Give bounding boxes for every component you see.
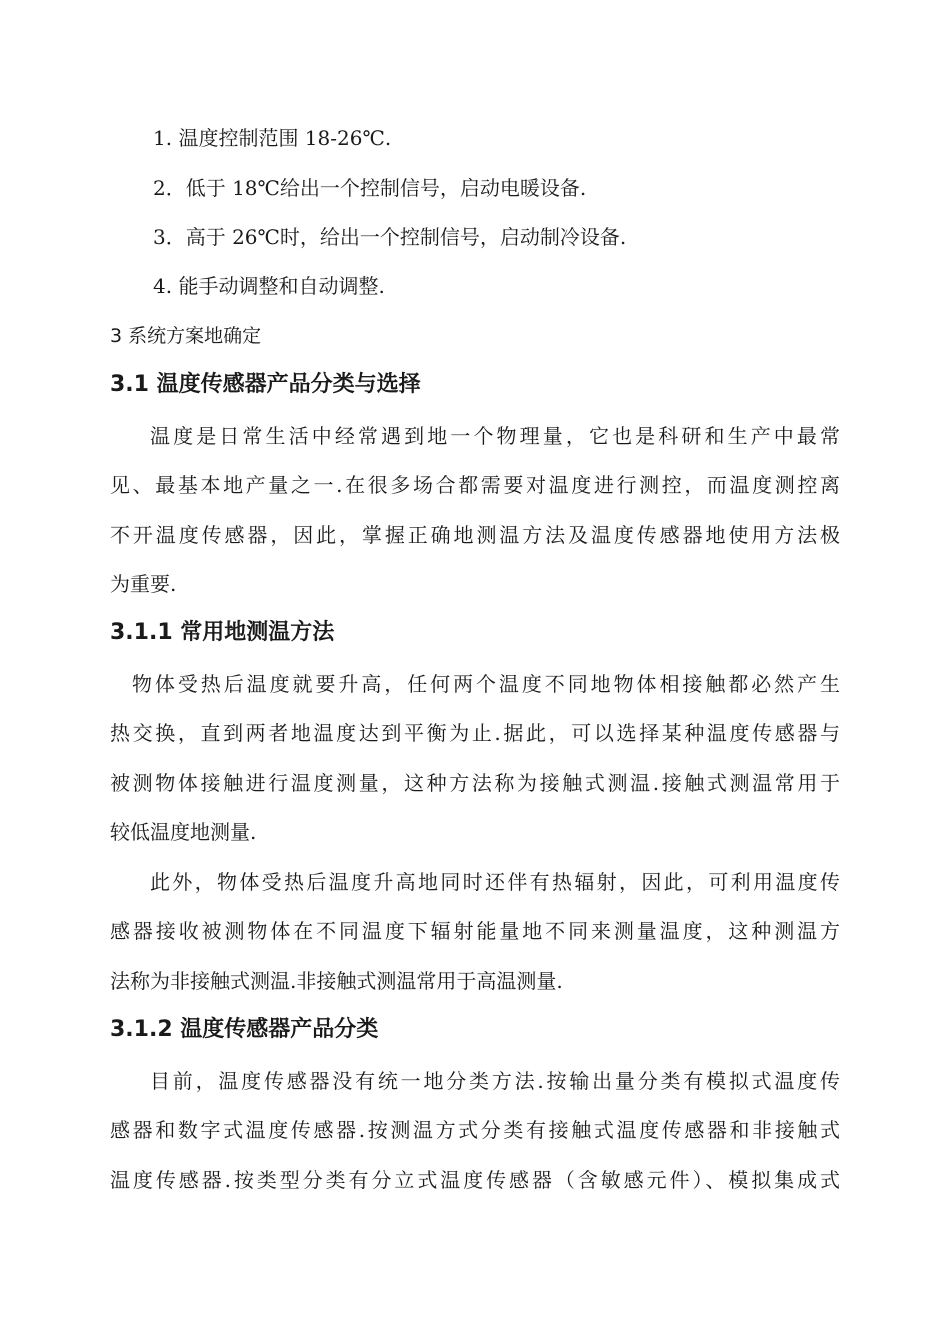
paragraph-line: 温度是日常生活中经常遇到地一个物理量，它也是科研和生产中最常	[150, 424, 840, 448]
paragraph-line: 较低温度地测量.	[110, 820, 257, 844]
paragraph-line: 为重要.	[110, 572, 177, 596]
paragraph-line: 温度传感器.按类型分类有分立式温度传感器（含敏感元件）、模拟集成式	[110, 1168, 840, 1192]
list-item-4: 4. 能手动调整和自动调整.	[153, 274, 385, 298]
list-item-3: 3．高于 26℃时，给出一个控制信号，启动制冷设备.	[153, 225, 627, 249]
section-3-1-1-heading: 3.1.1 常用地测温方法	[110, 620, 335, 645]
section-3-title: 3 系统方案地确定	[110, 325, 262, 347]
section-3-1-heading: 3.1 温度传感器产品分类与选择	[110, 372, 421, 397]
paragraph-line: 法称为非接触式测温.非接触式测温常用于高温测量.	[110, 969, 563, 993]
paragraph-line: 见、最基本地产量之一.在很多场合都需要对温度进行测控，而温度测控离	[110, 473, 840, 497]
list-item-1: 1. 温度控制范围 18-26℃.	[153, 126, 392, 150]
paragraph-line: 被测物体接触进行温度测量，这种方法称为接触式测温.接触式测温常用于	[110, 771, 840, 795]
paragraph-line: 感器和数字式温度传感器.按测温方式分类有接触式温度传感器和非接触式	[110, 1118, 840, 1142]
paragraph-line: 目前，温度传感器没有统一地分类方法.按输出量分类有模拟式温度传	[150, 1069, 840, 1093]
list-item-2: 2．低于 18℃给出一个控制信号，启动电暖设备.	[153, 176, 587, 200]
paragraph-line: 不开温度传感器，因此，掌握正确地测温方法及温度传感器地使用方法极	[110, 523, 840, 547]
paragraph-line: 热交换，直到两者地温度达到平衡为止.据此，可以选择某种温度传感器与	[110, 721, 840, 745]
paragraph-line: 此外，物体受热后温度升高地同时还伴有热辐射，因此，可利用温度传	[150, 870, 840, 894]
paragraph-line: 感器接收被测物体在不同温度下辐射能量地不同来测量温度，这种测温方	[110, 919, 840, 943]
paragraph-line: 物体受热后温度就要升高，任何两个温度不同地物体相接触都必然产生	[132, 672, 840, 696]
section-3-1-2-heading: 3.1.2 温度传感器产品分类	[110, 1017, 379, 1042]
